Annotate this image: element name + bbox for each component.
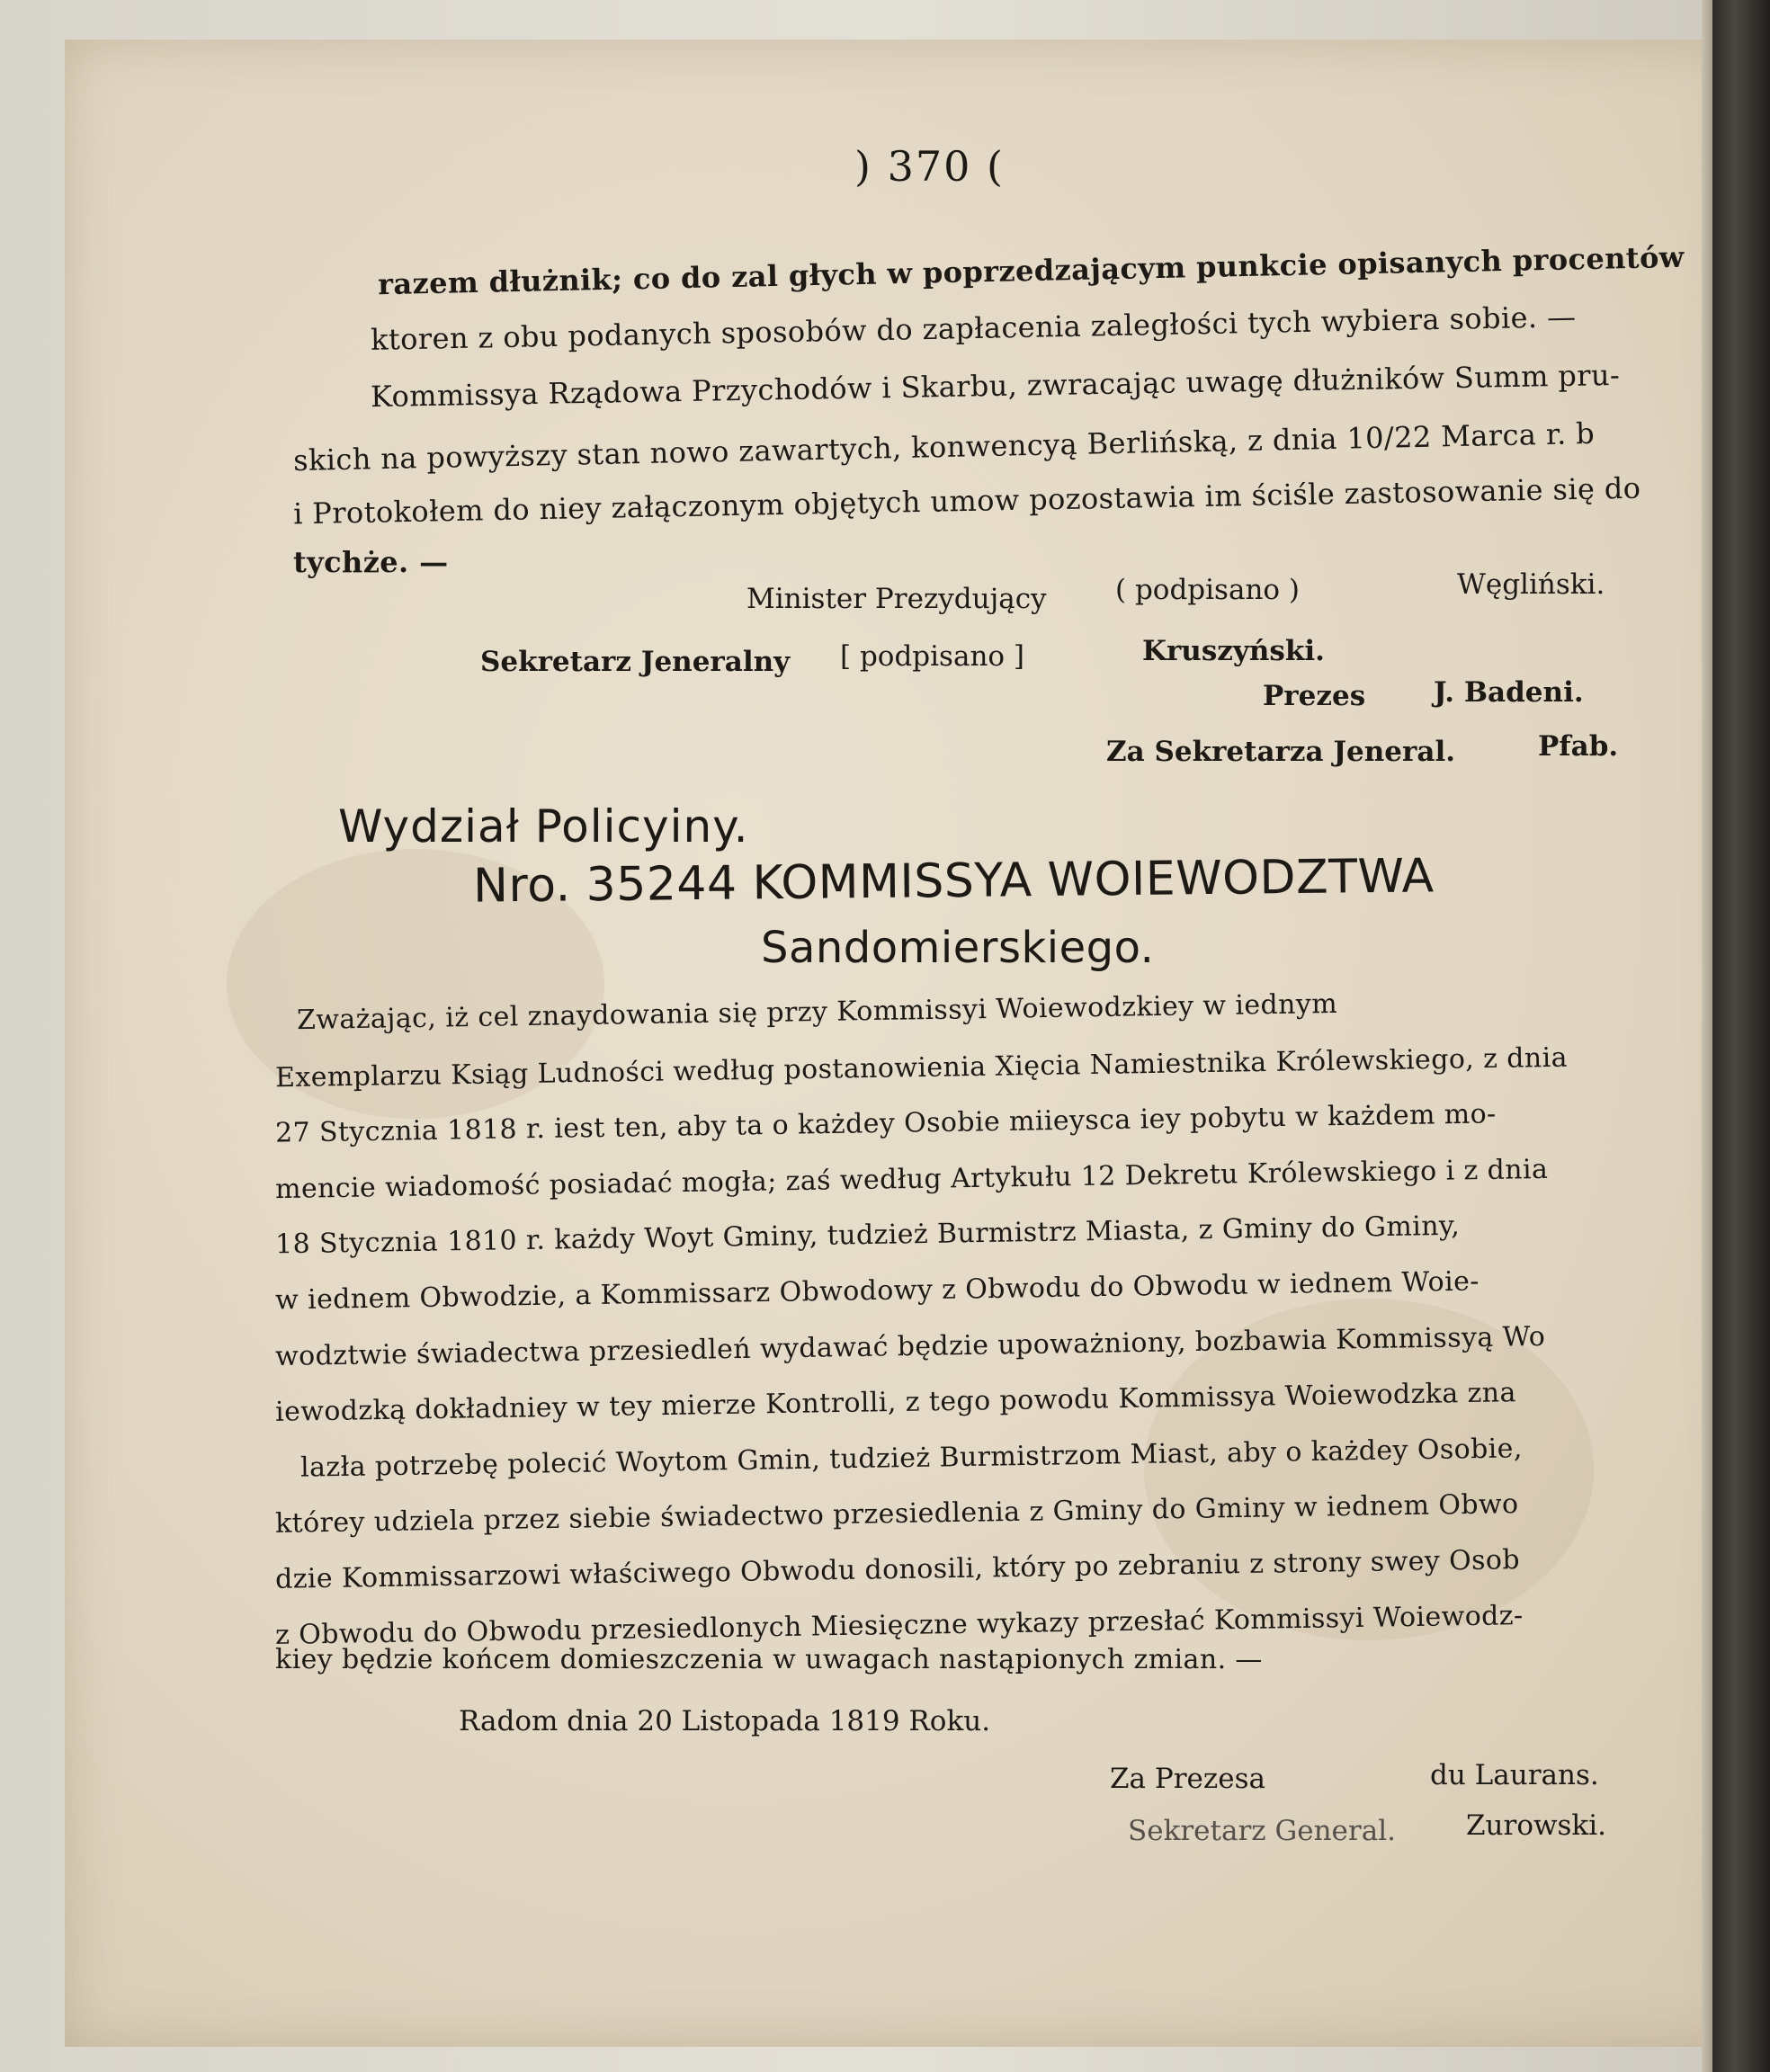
prezes-name: J. Badeni. [1434, 676, 1584, 709]
text-line: którey udziela przez siebie świadectwo przesiedlenia z Gminy do Gminy w iednem Obwo [274, 1488, 1519, 1540]
secretary-signed: [ podpisano ] [840, 640, 1025, 673]
text-line: kiey będzie końcem domieszczenia w uwagach nastąpionych zmian. — [275, 1644, 1263, 1675]
za-sekretarza-name: Pfab. [1538, 730, 1619, 763]
text-line: skich na powyższy stan nowo zawartych, konwencyą Berlińską, z dnia 10/22 Marca r. b [292, 415, 1596, 478]
sekretarz-name: Zurowski. [1466, 1809, 1606, 1842]
za-prezesa-title: Za Prezesa [1110, 1763, 1265, 1795]
text-line: dzie Kommissarzowi właściwego Obwodu donosili, który po zebraniu z strony swey Osob [274, 1544, 1521, 1595]
text-line: Kommissya Rządowa Przychodów i Skarbu, zwracając uwagę dłużników Summ pru- [370, 357, 1621, 415]
secretary-title: Sekretarz Jeneralny [480, 646, 791, 678]
text-line: 27 Stycznia 1818 r. iest ten, aby ta o każdey Osobie miieysca iey pobytu w każdem mo- [274, 1098, 1497, 1149]
text-line: wodztwie świadectwa przesiedleń wydawać będzie upoważniony, bozbawia Kommissyą Wo [274, 1320, 1546, 1373]
text-line: tychże. — [293, 545, 449, 579]
prezes-title: Prezes [1263, 680, 1366, 712]
department-heading: Wydział Policyiny. [338, 800, 749, 853]
document-heading: Nro. 35244 KOMMISSYA WOIEWODZTWA [472, 849, 1435, 914]
page-edge [1702, 0, 1712, 2072]
page-number: ) 370 ( [854, 142, 1005, 191]
date-line: Radom dnia 20 Listopada 1819 Roku. [459, 1705, 991, 1737]
document-subheading: Sandomierskiego. [761, 923, 1155, 973]
minister-title: Minister Prezydujący [746, 583, 1047, 615]
text-line: 18 Stycznia 1810 r. każdy Woyt Gminy, tudzież Burmistrz Miasta, z Gminy do Gminy, [274, 1210, 1461, 1261]
minister-signed: ( podpisano ) [1115, 574, 1301, 606]
minister-name: Węgliński. [1457, 568, 1605, 601]
text-line: i Protokołem do niey załączonym objętych umow pozostawia im ściśle zastosowanie się do [292, 470, 1641, 531]
text-line: z Obwodu do Obwodu przesiedlonych Miesięczne wykazy przesłać Kommissyi Woiewodz- [274, 1600, 1524, 1651]
text-line: ktoren z obu podanych sposobów do zapłacenia zaległości tych wybiera sobie. — [370, 299, 1577, 357]
text-line: Exemplarzu Ksiąg Ludności według postanowienia Xięcia Namiestnika Królewskiego, z dnia [274, 1041, 1569, 1094]
za-sekretarza-title: Za Sekretarza Jeneral. [1106, 736, 1456, 768]
text-line: Zważając, iż cel znaydowania się przy Kommissyi Woiewodzkiey w iednym [296, 987, 1338, 1037]
sekretarz-title: Sekretarz General. [1128, 1815, 1396, 1847]
secretary-name: Kruszyński. [1142, 635, 1325, 667]
text-line: razem dłużnik; co do zal głych w poprzedzającym punkcie opisanych procentów [377, 239, 1685, 302]
text-line: mencie wiadomość posiadać mogła; zaś według Artykułu 12 Dekretu Królewskiego i z dnia [274, 1153, 1549, 1206]
text-line: lazła potrzebę polecić Woytom Gmin, tudzież Burmistrzom Miast, aby o każdey Osobie, [299, 1433, 1524, 1484]
text-line: w iednem Obwodzie, a Kommissarz Obwodowy z Obwodu do Obwodu w iednem Woie- [274, 1265, 1480, 1317]
za-prezesa-name: du Laurans. [1430, 1759, 1599, 1791]
book-spine [1712, 0, 1770, 2072]
text-line: iewodzką dokładniey w tey mierze Kontrolli, z tego powodu Kommissya Woiewodzka zna [274, 1377, 1517, 1428]
